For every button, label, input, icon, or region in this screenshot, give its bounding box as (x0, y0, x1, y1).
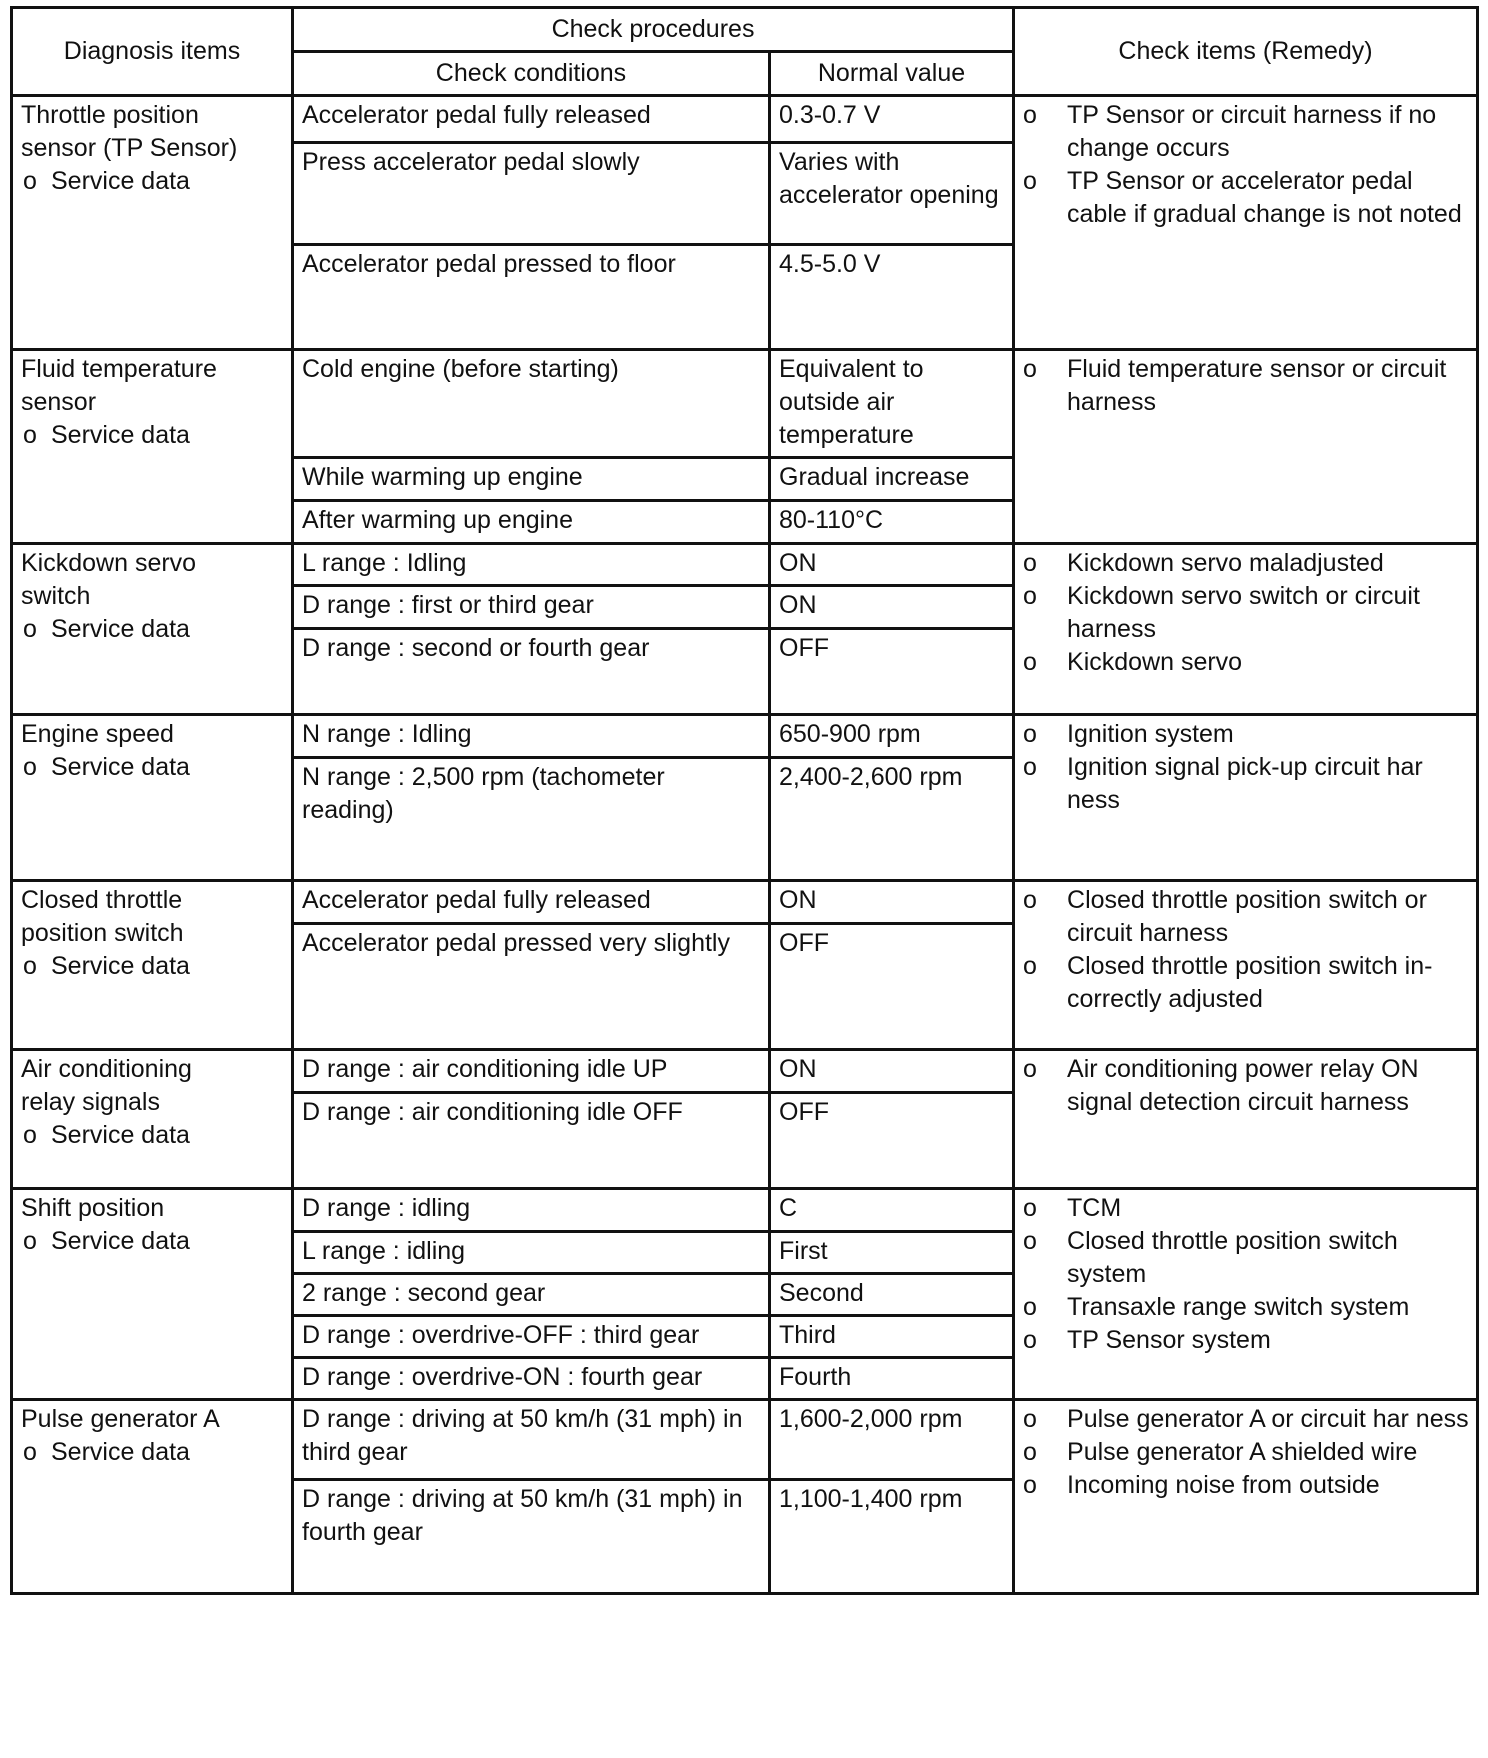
bullet-marker: o (1023, 720, 1037, 748)
service-data-text: Service data (51, 952, 190, 980)
service-data-label (21, 1119, 285, 1152)
remedy-list (1023, 718, 1470, 817)
bullet-marker: o (1023, 1471, 1037, 1499)
remedy-item (1023, 751, 1470, 817)
bullet-marker: o (23, 1121, 37, 1149)
bullet-marker: o (23, 421, 37, 449)
normal-value: ON (770, 586, 1014, 629)
check-condition: Press accelerator pedal slowly (293, 143, 770, 245)
remedy-item (1023, 353, 1470, 419)
remedy-item (1023, 1192, 1470, 1225)
check-items-remedy (1014, 1400, 1478, 1594)
header-diagnosis-items: Diagnosis items (12, 8, 293, 96)
diagnosis-item (12, 350, 293, 544)
remedy-item (1023, 1053, 1470, 1119)
bullet-marker: o (1023, 886, 1037, 914)
check-condition: Accelerator pedal fully released (293, 881, 770, 924)
diagnosis-item-title: Pulse generator A (21, 1405, 220, 1433)
check-condition: N range : 2,500 rpm (tachometer reading) (293, 758, 770, 881)
remedy-text: Ignition system (1067, 720, 1234, 748)
bullet-marker: o (1023, 1405, 1037, 1433)
service-data-text: Service data (51, 615, 190, 643)
remedy-item (1023, 718, 1470, 751)
diagnosis-item-title: Throttle position (21, 101, 199, 129)
diagnosis-item-title: sensor (TP Sensor) (21, 134, 238, 162)
bullet-marker: o (1023, 1227, 1037, 1255)
remedy-item (1023, 646, 1470, 679)
table-row (12, 96, 1478, 143)
diagnosis-item (12, 96, 293, 350)
table-body (12, 96, 1478, 1594)
diagnosis-item (12, 1400, 293, 1594)
normal-value: 650-900 rpm (770, 715, 1014, 758)
remedy-list (1023, 353, 1470, 419)
diagnosis-item (12, 881, 293, 1050)
diagnosis-table (10, 6, 1479, 1595)
diagnosis-item-title: Air conditioning (21, 1055, 192, 1083)
remedy-list (1023, 1053, 1470, 1119)
service-data-label (21, 1436, 285, 1469)
remedy-text: Transaxle range switch system (1067, 1293, 1410, 1321)
table-row (12, 544, 1478, 586)
table-row (12, 1050, 1478, 1093)
remedy-item (1023, 1469, 1470, 1502)
remedy-list (1023, 884, 1470, 1016)
remedy-item (1023, 547, 1470, 580)
bullet-marker: o (1023, 549, 1037, 577)
normal-value: Fourth (770, 1358, 1014, 1400)
diagnosis-item (12, 1050, 293, 1189)
bullet-marker: o (23, 753, 37, 781)
remedy-item (1023, 580, 1470, 646)
service-data-text: Service data (51, 753, 190, 781)
table-row (12, 1400, 1478, 1480)
normal-value: Gradual increase (770, 458, 1014, 501)
remedy-text: Closed throttle position switch in-correctly adjusted (1067, 952, 1433, 1013)
remedy-text: TP Sensor system (1067, 1326, 1271, 1354)
normal-value: 0.3-0.7 V (770, 96, 1014, 143)
check-condition: Accelerator pedal pressed very slightly (293, 924, 770, 1050)
normal-value: First (770, 1232, 1014, 1274)
bullet-marker: o (1023, 1194, 1037, 1222)
check-condition: D range : driving at 50 km/h (31 mph) in third gear (293, 1400, 770, 1480)
service-data-text: Service data (51, 167, 190, 195)
normal-value: C (770, 1189, 1014, 1232)
bullet-marker: o (1023, 648, 1037, 676)
check-items-remedy (1014, 1189, 1478, 1400)
check-condition: L range : Idling (293, 544, 770, 586)
bullet-marker: o (23, 1438, 37, 1466)
header-check-procedures: Check procedures (293, 8, 1014, 52)
check-condition: Cold engine (before starting) (293, 350, 770, 458)
service-data-text: Service data (51, 1121, 190, 1149)
remedy-item (1023, 99, 1470, 165)
check-condition: L range : idling (293, 1232, 770, 1274)
table-row (12, 881, 1478, 924)
normal-value: ON (770, 544, 1014, 586)
remedy-list (1023, 1192, 1470, 1357)
header-check-items: Check items (Remedy) (1014, 8, 1478, 96)
bullet-marker: o (1023, 1293, 1037, 1321)
check-items-remedy (1014, 544, 1478, 715)
check-condition: D range : air conditioning idle UP (293, 1050, 770, 1093)
normal-value: OFF (770, 629, 1014, 715)
diagnosis-item-title: relay signals (21, 1088, 160, 1116)
check-condition: While warming up engine (293, 458, 770, 501)
remedy-text: TP Sensor or accelerator pedal cable if gradual change is not noted (1067, 167, 1462, 228)
bullet-marker: o (1023, 753, 1037, 781)
remedy-item (1023, 1436, 1470, 1469)
check-condition: D range : first or third gear (293, 586, 770, 629)
check-condition: N range : Idling (293, 715, 770, 758)
normal-value: OFF (770, 1093, 1014, 1189)
bullet-marker: o (1023, 355, 1037, 383)
check-condition: Accelerator pedal pressed to floor (293, 245, 770, 350)
normal-value: 2,400-2,600 rpm (770, 758, 1014, 881)
remedy-item (1023, 884, 1470, 950)
table-row (12, 715, 1478, 758)
diagnosis-item-title: sensor (21, 388, 97, 416)
check-items-remedy (1014, 881, 1478, 1050)
remedy-item (1023, 1291, 1470, 1324)
bullet-marker: o (1023, 952, 1037, 980)
service-data-label (21, 751, 285, 784)
check-condition: After warming up engine (293, 501, 770, 544)
bullet-marker: o (1023, 1438, 1037, 1466)
normal-value: Equivalent to outside air temperature (770, 350, 1014, 458)
normal-value: 80-110°C (770, 501, 1014, 544)
bullet-marker: o (23, 615, 37, 643)
check-items-remedy (1014, 1050, 1478, 1189)
check-condition: D range : overdrive-ON : fourth gear (293, 1358, 770, 1400)
normal-value: ON (770, 1050, 1014, 1093)
service-data-label (21, 950, 285, 983)
diagnosis-item-title: Kickdown servo (21, 549, 197, 577)
normal-value: 1,600-2,000 rpm (770, 1400, 1014, 1480)
check-condition: D range : idling (293, 1189, 770, 1232)
service-data-label (21, 419, 285, 452)
remedy-item (1023, 950, 1470, 1016)
remedy-text: Closed throttle position switch system (1067, 1227, 1398, 1288)
remedy-text: Pulse generator A or circuit har ness (1067, 1405, 1469, 1433)
diagnosis-item-title: position switch (21, 919, 184, 947)
remedy-text: Pulse generator A shielded wire (1067, 1438, 1418, 1466)
bullet-marker: o (23, 167, 37, 195)
remedy-list (1023, 1403, 1470, 1502)
service-data-label (21, 165, 285, 198)
diagnosis-item-title: switch (21, 582, 91, 610)
remedy-text: Closed throttle position switch or circuit harness (1067, 886, 1427, 947)
remedy-list (1023, 99, 1470, 231)
service-data-text: Service data (51, 1227, 190, 1255)
table-row (12, 350, 1478, 458)
remedy-text: Ignition signal pick-up circuit har ness (1067, 753, 1423, 814)
remedy-item (1023, 165, 1470, 231)
bullet-marker: o (1023, 167, 1037, 195)
bullet-marker: o (1023, 1326, 1037, 1354)
remedy-text: Incoming noise from outside (1067, 1471, 1380, 1499)
remedy-text: Kickdown servo (1067, 648, 1243, 676)
check-items-remedy (1014, 350, 1478, 544)
diagnosis-item-title: Closed throttle (21, 886, 183, 914)
check-condition: D range : overdrive-OFF : third gear (293, 1316, 770, 1358)
normal-value: ON (770, 881, 1014, 924)
normal-value: Varies with accelerator opening (770, 143, 1014, 245)
normal-value: 1,100-1,400 rpm (770, 1480, 1014, 1594)
normal-value: Third (770, 1316, 1014, 1358)
remedy-text: TCM (1067, 1194, 1122, 1222)
bullet-marker: o (23, 1227, 37, 1255)
remedy-text: Kickdown servo maladjusted (1067, 549, 1384, 577)
bullet-marker: o (1023, 582, 1037, 610)
table-row (12, 1189, 1478, 1232)
bullet-marker: o (23, 952, 37, 980)
service-data-text: Service data (51, 421, 190, 449)
diagnosis-item (12, 1189, 293, 1400)
check-items-remedy (1014, 715, 1478, 881)
remedy-text: Air conditioning power relay ON signal detection circuit harness (1067, 1055, 1419, 1116)
diagnosis-item (12, 544, 293, 715)
normal-value: OFF (770, 924, 1014, 1050)
bullet-marker: o (1023, 101, 1037, 129)
check-condition: 2 range : second gear (293, 1274, 770, 1316)
check-condition: D range : second or fourth gear (293, 629, 770, 715)
normal-value: 4.5-5.0 V (770, 245, 1014, 350)
normal-value: Second (770, 1274, 1014, 1316)
check-condition: D range : air conditioning idle OFF (293, 1093, 770, 1189)
remedy-text: Fluid temperature sensor or circuit harness (1067, 355, 1447, 416)
remedy-text: Kickdown servo switch or circuit harness (1067, 582, 1420, 643)
service-data-text: Service data (51, 1438, 190, 1466)
diagnosis-item (12, 715, 293, 881)
diagnosis-item-title: Engine speed (21, 720, 174, 748)
remedy-item (1023, 1324, 1470, 1357)
diagnosis-item-title: Fluid temperature (21, 355, 217, 383)
check-items-remedy (1014, 96, 1478, 350)
service-data-label (21, 1225, 285, 1258)
service-data-label (21, 613, 285, 646)
header-normal-value: Normal value (770, 52, 1014, 96)
remedy-text: TP Sensor or circuit harness if no change occurs (1067, 101, 1437, 162)
header-check-conditions: Check conditions (293, 52, 770, 96)
remedy-item (1023, 1225, 1470, 1291)
diagnosis-item-title: Shift position (21, 1194, 165, 1222)
check-condition: D range : driving at 50 km/h (31 mph) in fourth gear (293, 1480, 770, 1594)
remedy-list (1023, 547, 1470, 679)
remedy-item (1023, 1403, 1470, 1436)
check-condition: Accelerator pedal fully released (293, 96, 770, 143)
bullet-marker: o (1023, 1055, 1037, 1083)
